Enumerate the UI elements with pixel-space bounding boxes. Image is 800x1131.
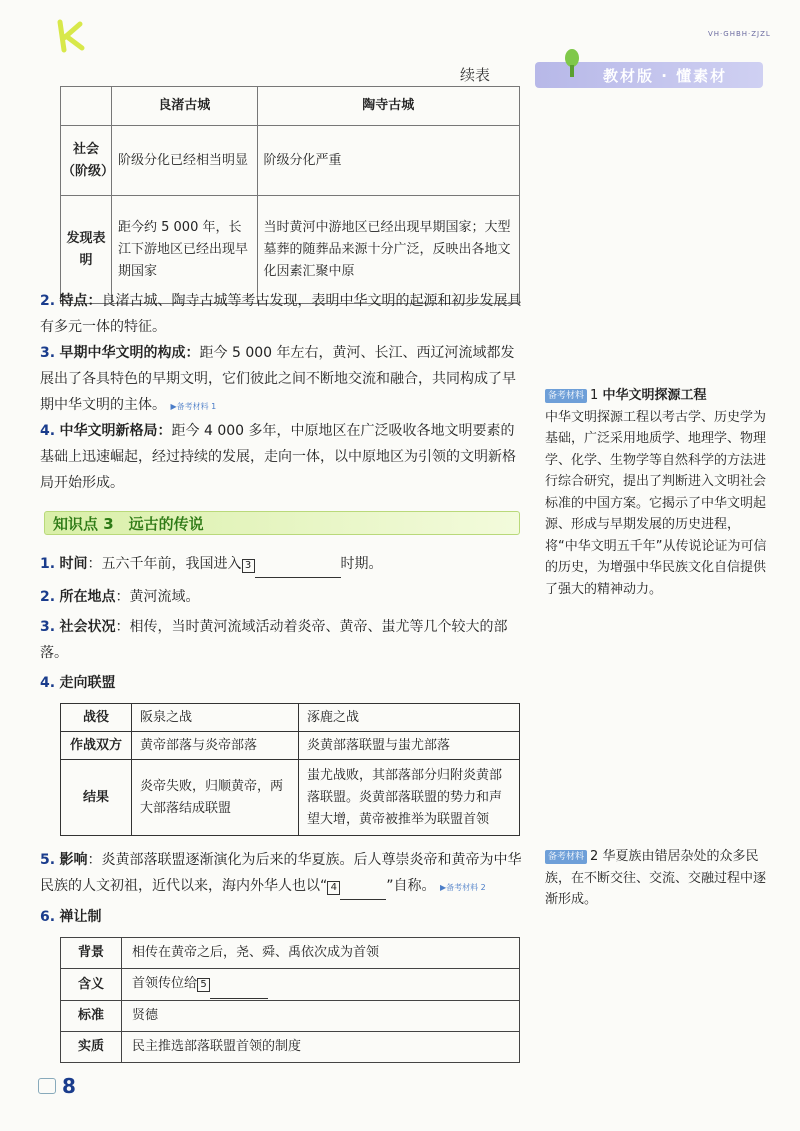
item-head: 走向联盟: [59, 675, 116, 691]
table-row: [61, 704, 520, 732]
item-text: ：相传，当时黄河流域活动着炎帝、黄帝、蚩尤等几个较大的部落。: [40, 619, 508, 661]
row-label: 实质: [61, 1032, 122, 1063]
row-label: 标准: [61, 1001, 122, 1032]
material-title: 中华文明探源工程: [602, 388, 707, 403]
blank-number: 3: [242, 559, 255, 573]
point-number: 2.: [40, 293, 56, 309]
continued-label: 续表: [460, 66, 491, 84]
point-head: 特点：: [59, 293, 102, 309]
point-head: 中华文明新格局：: [59, 423, 172, 439]
item-number: 4.: [40, 675, 56, 691]
table-row: [61, 760, 520, 836]
blank-number: 4: [327, 881, 340, 895]
table-cell: 距今约 5 000 年，长江下游地区已经出现早期国家: [112, 196, 258, 304]
item-alliance: [40, 670, 528, 696]
table-row: [61, 1032, 520, 1063]
table-header: [61, 87, 112, 126]
point-text: 距今 4 000 多年，中原地区在广泛吸收各地文明要素的基础上迅速崛起，经过持续的发展，走向一体，以中原地区为引领的文明新格局开始形成。: [40, 423, 516, 491]
row-label: 背景: [61, 938, 122, 969]
item-time: [40, 551, 528, 578]
item-number: 3.: [40, 619, 56, 635]
table-cell: 阪泉之战: [132, 704, 299, 732]
blank-number: 5: [197, 978, 210, 992]
point-number: 3.: [40, 345, 56, 361]
table-cell: 黄帝部落与炎帝部落: [132, 732, 299, 760]
point-new-pattern: [40, 418, 528, 496]
sidebar-material-2: [545, 846, 767, 911]
material-text: 中华文明探源工程以考古学、历史学为基础，广泛采用地质学、地理学、物理学、化学、生物学等自然科学的方法进行综合研究，提出了判断进入文明社会标准的中国方案。它揭示了中华文明起源、形成与早期发展的历史进程，将“中华文明五千年”从传说论证为可信的历史，为增强中华民族文化自信提供了强大的精神动力。: [545, 409, 767, 597]
k-logo-icon: [52, 16, 92, 56]
battles-table: [60, 703, 520, 836]
point-text: 良渚古城、陶寺古城等考古发现，表明中华文明的起源和初步发展具有多元一体的特征。: [40, 293, 522, 335]
material-number: 2: [590, 849, 599, 864]
table-row: [61, 87, 520, 126]
table-row: [61, 938, 520, 969]
item-text: 时期。: [340, 556, 383, 572]
table-cell: 阶级分化严重: [257, 126, 519, 196]
table-cell: 涿鹿之战: [299, 704, 520, 732]
table-row: [61, 969, 520, 1001]
table-cell: 蚩尤战败，其部落部分归附炎黄部落联盟。炎黄部落联盟的势力和声望大增，黄帝被推举为联盟首领: [299, 760, 520, 836]
table-cell: 相传在黄帝之后，尧、舜、禹依次成为首领: [122, 938, 520, 969]
item-number: 5.: [40, 852, 56, 868]
ancient-cities-table: [60, 86, 520, 304]
point-number: 4.: [40, 423, 56, 439]
table-cell: [122, 969, 520, 1001]
item-location: [40, 584, 528, 610]
point-characteristics: [40, 288, 528, 340]
leaf-mascot-icon: [561, 48, 583, 78]
item-head: 所在地点: [59, 589, 116, 605]
cell-text: 首领传位给: [132, 976, 198, 991]
item-text: ：黄河流域。: [115, 589, 200, 605]
point-composition: [40, 340, 528, 420]
row-label: 作战双方: [61, 732, 132, 760]
item-head: 时间: [59, 556, 88, 572]
header-tiny-text: VH·GHBH·ZJZL: [708, 30, 771, 38]
table-cell: 炎帝失败，归顺黄帝，两大部落结成联盟: [132, 760, 299, 836]
point-head: 早期中华文明的构成：: [59, 345, 200, 361]
item-head: 禅让制: [59, 909, 102, 925]
section-title-bar: 知识点 3 远古的传说: [44, 511, 520, 535]
item-society: [40, 614, 528, 666]
sidebar-material-1: [545, 385, 767, 600]
header-banner: [535, 62, 763, 88]
material-text: 华夏族由错居杂处的众多民族，在不断交往、交流、交融过程中逐渐形成。: [545, 849, 767, 907]
item-text: ：五六千年前，我国进入: [87, 556, 242, 572]
material-tag: 备考材料: [545, 850, 587, 864]
row-label: 战役: [61, 704, 132, 732]
banner-text: 教材版 · 懂素材: [603, 66, 728, 85]
page-number: [38, 1074, 76, 1098]
item-abdication: [40, 904, 528, 930]
answer-blank[interactable]: [210, 970, 268, 999]
item-head: 影响: [59, 852, 88, 868]
item-number: 1.: [40, 556, 56, 572]
reference-tag[interactable]: ▶备考材料 1: [170, 402, 217, 411]
table-cell: 贤德: [122, 1001, 520, 1032]
material-tag: 备考材料: [545, 389, 587, 403]
item-number: 2.: [40, 589, 56, 605]
table-cell: 民主推选部落联盟首领的制度: [122, 1032, 520, 1063]
table-header: 陶寺古城: [257, 87, 519, 126]
book-icon: [38, 1078, 56, 1094]
table-cell: 当时黄河中游地区已经出现早期国家；大型墓葬的随葬品来源十分广泛，反映出各地文化因素汇聚中原: [257, 196, 519, 304]
table-row: [61, 1001, 520, 1032]
item-text: ：炎黄部落联盟逐渐演化为后来的华夏族。后人尊崇炎帝和黄帝为中华民族的人文初祖，近代以来，海内外华人也以“: [40, 852, 522, 894]
point-text: 距今 5 000 年左右，黄河、长江、西辽河流域都发展出了各具特色的早期文明，它们彼此之间不断地交流和融合，共同构成了早期中华文明的主体。: [40, 345, 516, 413]
row-label: 社会（阶级）: [61, 126, 112, 196]
table-cell: 阶级分化已经相当明显: [112, 126, 258, 196]
row-label: 结果: [61, 760, 132, 836]
table-cell: 炎黄部落联盟与蚩尤部落: [299, 732, 520, 760]
row-label: 发现表明: [61, 196, 112, 304]
answer-blank[interactable]: [255, 551, 341, 578]
item-head: 社会状况: [59, 619, 116, 635]
page-number-text: 8: [62, 1074, 76, 1098]
table-row: [61, 126, 520, 196]
item-text: ”自称。: [386, 878, 436, 894]
table-header: 良渚古城: [112, 87, 258, 126]
reference-tag[interactable]: ▶备考材料 2: [439, 883, 486, 892]
row-label: 含义: [61, 969, 122, 1001]
item-number: 6.: [40, 909, 56, 925]
table-row: [61, 732, 520, 760]
material-number: 1: [590, 388, 599, 403]
abdication-table: [60, 937, 520, 1063]
item-influence: [40, 847, 528, 901]
answer-blank[interactable]: [340, 873, 386, 900]
